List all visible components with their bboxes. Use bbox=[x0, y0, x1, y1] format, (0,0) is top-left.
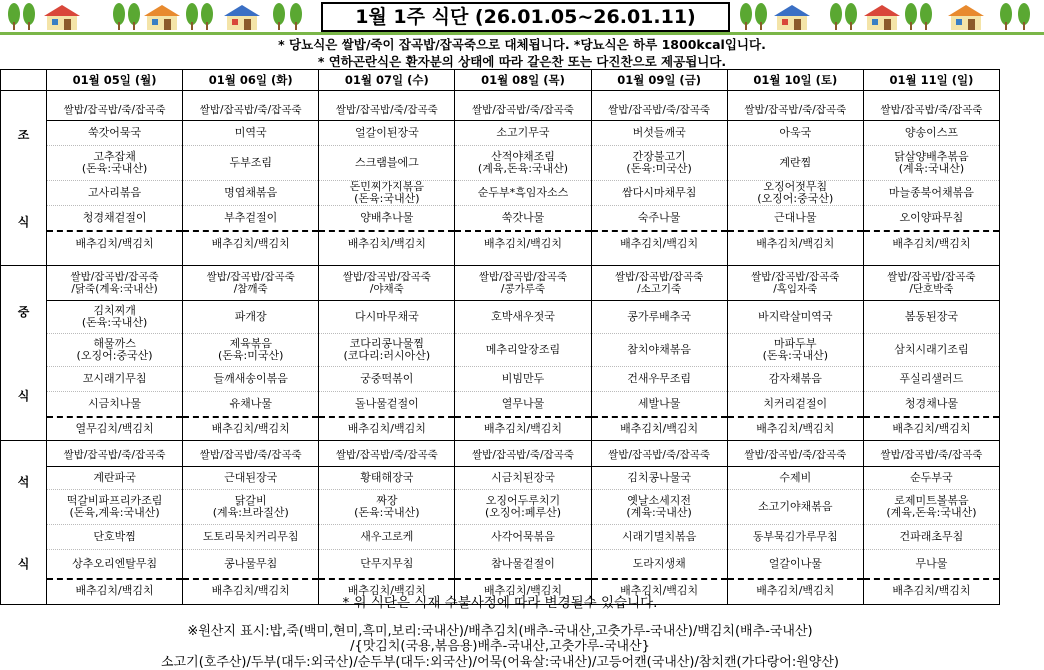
notice-dysphagia-diet: * 연하곤란식은 환자분의 상태에 따라 갈은찬 또는 다진찬으로 제공됩니다. bbox=[317, 54, 727, 69]
menu-item: 숙주나물 bbox=[637, 211, 681, 224]
day-header: 01월 09일 (금) bbox=[591, 70, 727, 91]
menu-day-cell bbox=[47, 441, 183, 605]
menu-item: 봄동된장국 bbox=[864, 301, 999, 334]
meal-row bbox=[1, 441, 1000, 605]
kimchi-item: 배추김치/백김치 bbox=[728, 416, 863, 440]
day-header: 01월 10일 (토) bbox=[727, 70, 863, 91]
meal-label-cell bbox=[1, 91, 47, 266]
menu-item: 돈민찌가지볶음 (돈육:국내산) bbox=[319, 181, 454, 206]
menu-day-cell bbox=[455, 441, 591, 605]
rice-porridge-item: 쌀밥/잡곡밥/죽/잡곡죽 bbox=[455, 100, 590, 121]
rice-porridge-item: 쌀밥/잡곡밥/죽/잡곡죽 bbox=[319, 444, 454, 467]
menu-item: 닭살양배추볶음 (계육:국내산) bbox=[864, 146, 999, 181]
menu-item: 버섯들깨국 bbox=[592, 121, 727, 146]
menu-item: 단호박찜 bbox=[47, 525, 182, 550]
rice-porridge-item: 쌀밥/잡곡밥/죽/잡곡죽 bbox=[592, 100, 727, 121]
menu-day-cell bbox=[319, 441, 455, 605]
menu-item: 계란파국 bbox=[47, 467, 182, 490]
menu-item: 수제비 bbox=[728, 467, 863, 490]
menu-item: 콩나물무침 bbox=[224, 556, 278, 570]
kimchi-item: 배추김치/백김치 bbox=[864, 578, 999, 602]
meal-label: 식 bbox=[17, 556, 30, 571]
kimchi-item: 배추김치/백김치 bbox=[592, 578, 727, 602]
rice-porridge-item: 쌀밥/잡곡밥/죽/잡곡죽 bbox=[728, 444, 863, 467]
menu-item: 양배추나물 bbox=[360, 211, 414, 224]
menu-item: 치커리겉절이 bbox=[763, 397, 828, 410]
kimchi-item: 배추김치/백김치 bbox=[728, 578, 863, 602]
notice-diabetic-diet: * 당뇨식은 쌀밥/죽이 잡곡밥/잡곡죽으로 대체됩니다. *당뇨식은 하루 1800kcal입니다. bbox=[278, 37, 766, 52]
menu-item: 청경채겉절이 bbox=[82, 211, 147, 224]
menu-item: 순두부*흑임자소스 bbox=[455, 181, 590, 206]
menu-day-cell bbox=[863, 266, 999, 441]
menu-item: 명엽채볶음 bbox=[183, 181, 318, 206]
menu-day-cell bbox=[591, 441, 727, 605]
rice-porridge-item: 쌀밥/잡곡밥/잡곡죽 /닭죽(계육:국내산) bbox=[47, 266, 182, 301]
kimchi-item: 배추김치/백김치 bbox=[183, 578, 318, 602]
rice-porridge-item: 쌀밥/잡곡밥/죽/잡곡죽 bbox=[455, 444, 590, 467]
kimchi-item: 배추김치/백김치 bbox=[319, 578, 454, 602]
menu-item: 궁중떡볶이 bbox=[319, 367, 454, 392]
kimchi-item: 배추김치/백김치 bbox=[47, 578, 182, 602]
day-header: 01월 08일 (목) bbox=[455, 70, 591, 91]
menu-day-cell bbox=[319, 266, 455, 441]
menu-item: 아욱국 bbox=[728, 121, 863, 146]
menu-item: 김치콩나물국 bbox=[592, 467, 727, 490]
origin-line-1: ※원산지 표시:밥,죽(백미,현미,흑미,보리:국내산)/배추김치(배추-국내산,고춧가루-국내산)/백김치(배추-국내산) bbox=[187, 624, 813, 639]
kimchi-item: 배추김치/백김치 bbox=[592, 230, 727, 256]
menu-item: 콩가루배추국 bbox=[592, 301, 727, 334]
rice-porridge-item: 쌀밥/잡곡밥/죽/잡곡죽 bbox=[864, 444, 999, 467]
menu-item: 해물까스 (오징어:중국산) bbox=[47, 334, 182, 367]
menu-day-cell bbox=[319, 91, 455, 266]
rice-porridge-item: 쌀밥/잡곡밥/죽/잡곡죽 bbox=[183, 444, 318, 467]
menu-item: 옛날소세지전 (계육:국내산) bbox=[592, 490, 727, 525]
menu-item: 김치찌개 (돈육:국내산) bbox=[47, 301, 182, 334]
menu-day-cell bbox=[863, 91, 999, 266]
rice-porridge-item: 쌀밥/잡곡밥/죽/잡곡죽 bbox=[728, 100, 863, 121]
menu-day-cell bbox=[591, 91, 727, 266]
page-title: 1월 1주 식단 (26.01.05~26.01.11) bbox=[321, 2, 730, 32]
meal-label: 중 bbox=[17, 304, 30, 319]
menu-item: 들깨새송이볶음 bbox=[183, 367, 318, 392]
corner-cell bbox=[1, 70, 47, 91]
origin-line-2: /{맛김치(국용,볶음용)배추-국내산,고춧가루-국내산} bbox=[350, 639, 650, 654]
meal-label: 식 bbox=[17, 215, 30, 229]
menu-item: 근대된장국 bbox=[183, 467, 318, 490]
menu-day-cell bbox=[727, 266, 863, 441]
menu-item: 세발나물 bbox=[637, 397, 681, 410]
day-header: 01월 06일 (화) bbox=[183, 70, 319, 91]
rice-porridge-item: 쌀밥/잡곡밥/죽/잡곡죽 bbox=[864, 100, 999, 121]
rice-porridge-item: 쌀밥/잡곡밥/잡곡죽 /소고기죽 bbox=[592, 266, 727, 301]
kimchi-item: 배추김치/백김치 bbox=[47, 230, 182, 256]
kimchi-item: 배추김치/백김치 bbox=[183, 230, 318, 256]
meal-row bbox=[1, 91, 1000, 266]
menu-item: 마파두부 (돈육:국내산) bbox=[728, 334, 863, 367]
menu-item: 근대나물 bbox=[774, 211, 817, 224]
tree-house-decoration-right bbox=[736, 2, 1042, 30]
menu-item: 고사리볶음 bbox=[47, 181, 182, 206]
rice-porridge-item: 쌀밥/잡곡밥/잡곡죽 /흑임자죽 bbox=[728, 266, 863, 301]
menu-item: 쌈다시마채무침 bbox=[592, 181, 727, 206]
menu-item: 얼갈이나물 bbox=[768, 556, 822, 570]
menu-item: 감자채볶음 bbox=[728, 367, 863, 392]
menu-day-cell bbox=[727, 91, 863, 266]
menu-item: 마늘종북어채볶음 bbox=[864, 181, 999, 206]
kimchi-item: 배추김치/백김치 bbox=[864, 416, 999, 440]
weekly-menu-table bbox=[0, 69, 1000, 605]
menu-item: 꼬시래기무침 bbox=[47, 367, 182, 392]
kimchi-item: 배추김치/백김치 bbox=[728, 230, 863, 256]
menu-item: 두부조림 bbox=[183, 146, 318, 181]
menu-item: 소고기무국 bbox=[455, 121, 590, 146]
meal-label: 석 bbox=[17, 475, 30, 490]
kimchi-item: 배추김치/백김치 bbox=[319, 416, 454, 440]
menu-item: 로제미트볼볶음 (계육,돈육:국내산) bbox=[864, 490, 999, 525]
menu-item: 쑥갓나물 bbox=[501, 211, 545, 224]
menu-item: 떡갈비파프리카조림 (돈육,계육:국내산) bbox=[47, 490, 182, 525]
menu-item: 청경채나물 bbox=[904, 397, 958, 410]
menu-day-cell bbox=[47, 266, 183, 441]
rice-porridge-item: 쌀밥/잡곡밥/잡곡죽 /참깨죽 bbox=[183, 266, 318, 301]
menu-change-notice: * 위 식단은 식재 수불사정에 따라 변경될수 있습니다. bbox=[342, 595, 658, 611]
rice-porridge-item: 쌀밥/잡곡밥/죽/잡곡죽 bbox=[319, 100, 454, 121]
meal-label: 조 bbox=[17, 128, 30, 142]
menu-item: 무나물 bbox=[915, 556, 948, 570]
menu-day-cell bbox=[863, 441, 999, 605]
menu-item: 건새우무조림 bbox=[592, 367, 727, 392]
menu-day-cell bbox=[47, 91, 183, 266]
rice-porridge-item: 쌀밥/잡곡밥/잡곡죽 /콩가루죽 bbox=[455, 266, 590, 301]
kimchi-item: 배추김치/백김치 bbox=[864, 230, 999, 256]
rice-porridge-item: 쌀밥/잡곡밥/죽/잡곡죽 bbox=[47, 100, 182, 121]
rice-porridge-item: 쌀밥/잡곡밥/죽/잡곡죽 bbox=[183, 100, 318, 121]
menu-item: 고추잡채 (돈육:국내산) bbox=[47, 146, 182, 181]
menu-item: 파개장 bbox=[183, 301, 318, 334]
kimchi-item: 배추김치/백김치 bbox=[183, 416, 318, 440]
day-header: 01월 07일 (수) bbox=[319, 70, 455, 91]
menu-item: 스크램블에그 bbox=[319, 146, 454, 181]
menu-item: 산적야채조림 (계육,돈육:국내산) bbox=[455, 146, 590, 181]
menu-item: 단무지무침 bbox=[360, 556, 414, 570]
menu-item: 짜장 (돈육:국내산) bbox=[319, 490, 454, 525]
kimchi-item: 배추김치/백김치 bbox=[319, 230, 454, 256]
menu-item: 순두부국 bbox=[864, 467, 999, 490]
menu-item: 황태해장국 bbox=[319, 467, 454, 490]
day-header: 01월 05일 (월) bbox=[47, 70, 183, 91]
menu-day-cell bbox=[455, 266, 591, 441]
kimchi-item: 배추김치/백김치 bbox=[455, 416, 590, 440]
menu-item: 코다리콩나물찜 (코다리:러시아산) bbox=[319, 334, 454, 367]
menu-item: 부추겉절이 bbox=[224, 211, 278, 224]
menu-item: 호박새우젓국 bbox=[455, 301, 590, 334]
menu-item: 상추오리엔탈무침 bbox=[72, 556, 158, 570]
menu-item: 오징어두루치기 (오징어:페루산) bbox=[455, 490, 590, 525]
menu-item: 시금치된장국 bbox=[455, 467, 590, 490]
meal-row bbox=[1, 266, 1000, 441]
menu-item: 삼치시래기조림 bbox=[864, 334, 999, 367]
menu-item: 건파래초무침 bbox=[864, 525, 999, 550]
menu-item: 오징어젓무침 (오징어:중국산) bbox=[728, 181, 863, 206]
menu-item: 참치야채볶음 bbox=[592, 334, 727, 367]
origin-line-3: 소고기(호주산)/두부(대두:외국산)/순두부(대두:외국산)/어묵(어육살:국내산)/고등어캔(국내산)/참치캔(가다랑어:원양산) bbox=[161, 655, 839, 670]
kimchi-item: 배추김치/백김치 bbox=[455, 578, 590, 602]
menu-item: 도토리묵치커리무침 bbox=[183, 525, 318, 550]
menu-item: 간장불고기 (돈육:미국산) bbox=[592, 146, 727, 181]
menu-item: 참나물겉절이 bbox=[491, 556, 555, 570]
menu-day-cell bbox=[727, 441, 863, 605]
menu-item: 돌나물겉절이 bbox=[354, 397, 419, 410]
kimchi-item: 배추김치/백김치 bbox=[455, 230, 590, 256]
rice-porridge-item: 쌀밥/잡곡밥/잡곡죽 /단호박죽 bbox=[864, 266, 999, 301]
menu-item: 소고기야채볶음 bbox=[728, 490, 863, 525]
menu-item: 유채나물 bbox=[229, 397, 272, 410]
menu-day-cell bbox=[183, 266, 319, 441]
kimchi-item: 배추김치/백김치 bbox=[592, 416, 727, 440]
rice-porridge-item: 쌀밥/잡곡밥/죽/잡곡죽 bbox=[592, 444, 727, 467]
rice-porridge-item: 쌀밥/잡곡밥/죽/잡곡죽 bbox=[47, 444, 182, 467]
menu-item: 사각어묵볶음 bbox=[455, 525, 590, 550]
meal-label-cell bbox=[1, 441, 47, 605]
meal-label: 식 bbox=[17, 388, 30, 403]
meal-label-cell bbox=[1, 266, 47, 441]
menu-item: 양송이스프 bbox=[864, 121, 999, 146]
menu-day-cell bbox=[183, 91, 319, 266]
menu-item: 비빔만두 bbox=[455, 367, 590, 392]
tree-house-decoration-left bbox=[4, 2, 314, 30]
menu-item: 새우고로케 bbox=[319, 525, 454, 550]
menu-day-cell bbox=[591, 266, 727, 441]
menu-item: 다시마무채국 bbox=[319, 301, 454, 334]
menu-item: 푸실리샐러드 bbox=[864, 367, 999, 392]
menu-item: 시금치나물 bbox=[88, 397, 142, 410]
menu-item: 동부묵김가루무침 bbox=[728, 525, 863, 550]
menu-item: 오이양파무침 bbox=[899, 211, 964, 224]
kimchi-item: 열무김치/백김치 bbox=[47, 416, 182, 440]
menu-day-cell bbox=[455, 91, 591, 266]
menu-item: 바지락살미역국 bbox=[728, 301, 863, 334]
menu-item: 계란찜 bbox=[728, 146, 863, 181]
rice-porridge-item: 쌀밥/잡곡밥/잡곡죽 /야채죽 bbox=[319, 266, 454, 301]
menu-item: 시래기멸치볶음 bbox=[592, 525, 727, 550]
menu-item: 얼갈이된장국 bbox=[319, 121, 454, 146]
menu-item: 도라지생채 bbox=[632, 556, 686, 570]
menu-item: 미역국 bbox=[183, 121, 318, 146]
day-header: 01월 11일 (일) bbox=[863, 70, 999, 91]
menu-item: 메추리알장조림 bbox=[455, 334, 590, 367]
menu-item: 닭갈비 (계육:브라질산) bbox=[183, 490, 318, 525]
menu-item: 제육볶음 (돈육:미국산) bbox=[183, 334, 318, 367]
day-header-row bbox=[1, 70, 1000, 91]
menu-day-cell bbox=[183, 441, 319, 605]
menu-item: 쑥갓어묵국 bbox=[47, 121, 182, 146]
menu-item: 열무나물 bbox=[501, 397, 545, 410]
